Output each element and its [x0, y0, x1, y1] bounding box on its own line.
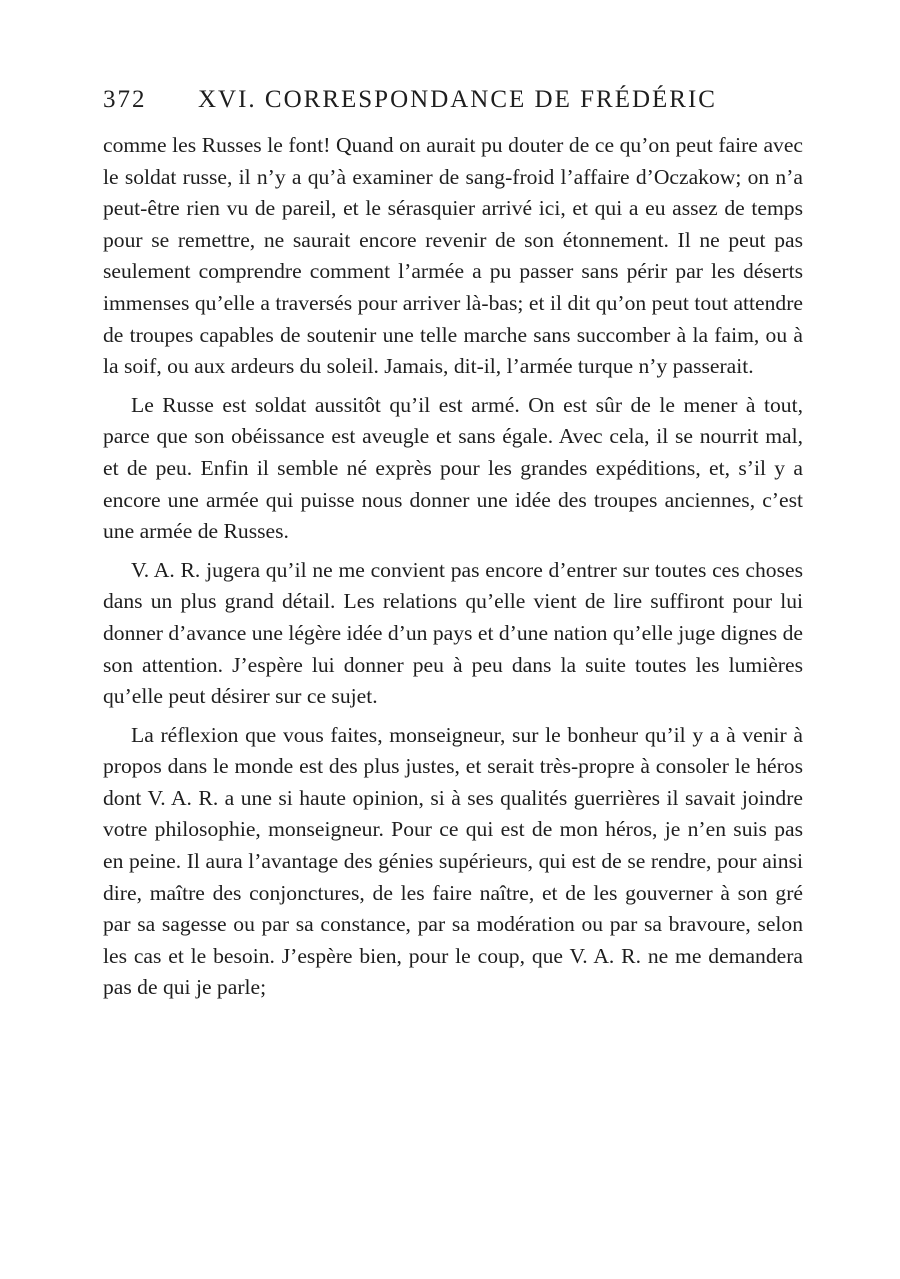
- paragraph: V. A. R. jugera qu’il ne me convient pas encore d’entrer sur toutes ces choses dans un plus grand détail. Les relations qu’elle vient de lire suffiront pour lui donner d’avance une légère idée d’un pays et d’une nation qu’elle juge dignes de son attention. J’espère lui donner peu à peu dans la suite toutes les lumières qu’elle peut désirer sur ce sujet.: [103, 557, 803, 709]
- running-head: [103, 86, 803, 120]
- page-number: 372: [103, 86, 147, 113]
- body-text: [103, 130, 803, 1011]
- running-title: XVI. CORRESPONDANCE DE FRÉDÉRIC: [198, 86, 717, 113]
- paragraph: La réflexion que vous faites, monseigneur, sur le bonheur qu’il y a à venir à propos dans le monde est des plus justes, et serait très-propre à consoler le héros dont V. A. R. a une si haute opinion, si à ses qualités guerrières il savait joindre votre philosophie, monseigneur. Pour ce qui est de mon héros, je n’en suis pas en peine. Il aura l’avantage des génies supérieurs, qui est de se rendre, pour ainsi dire, maître des conjonctures, de les faire naître, et de les gouverner à son gré par sa sagesse ou par sa constance, par sa modération ou par sa bravoure, selon les cas et le besoin. J’espère bien, pour le coup, que V. A. R. ne me demandera pas de qui je parle;: [103, 722, 803, 1000]
- paragraph-continued: comme les Russes le font! Quand on aurait pu douter de ce qu’on peut faire avec le soldat russe, il n’y a qu’à examiner de sang-froid l’affaire d’Oczakow; on n’a peut-être rien vu de pareil, et le sérasquier arrivé ici, et qui a eu assez de temps pour se remettre, ne saurait encore revenir de son étonnement. Il ne peut pas seulement comprendre comment l’armée a pu passer sans périr par les déserts immenses qu’elle a traversés pour arriver là-bas; et il dit qu’on peut tout attendre de troupes capables de soutenir une telle marche sans succomber à la faim, ou à la soif, ou aux ardeurs du soleil. Jamais, dit-il, l’armée turque n’y passerait.: [103, 133, 803, 379]
- paragraph: Le Russe est soldat aussitôt qu’il est armé. On est sûr de le mener à tout, parce que son obéissance est aveugle et sans égale. Avec cela, il se nourrit mal, et de peu. Enfin il semble né exprès pour les grandes expéditions, et, s’il y a encore une armée qui puisse nous donner une idée des troupes anciennes, c’est une armée de Russes.: [103, 392, 803, 544]
